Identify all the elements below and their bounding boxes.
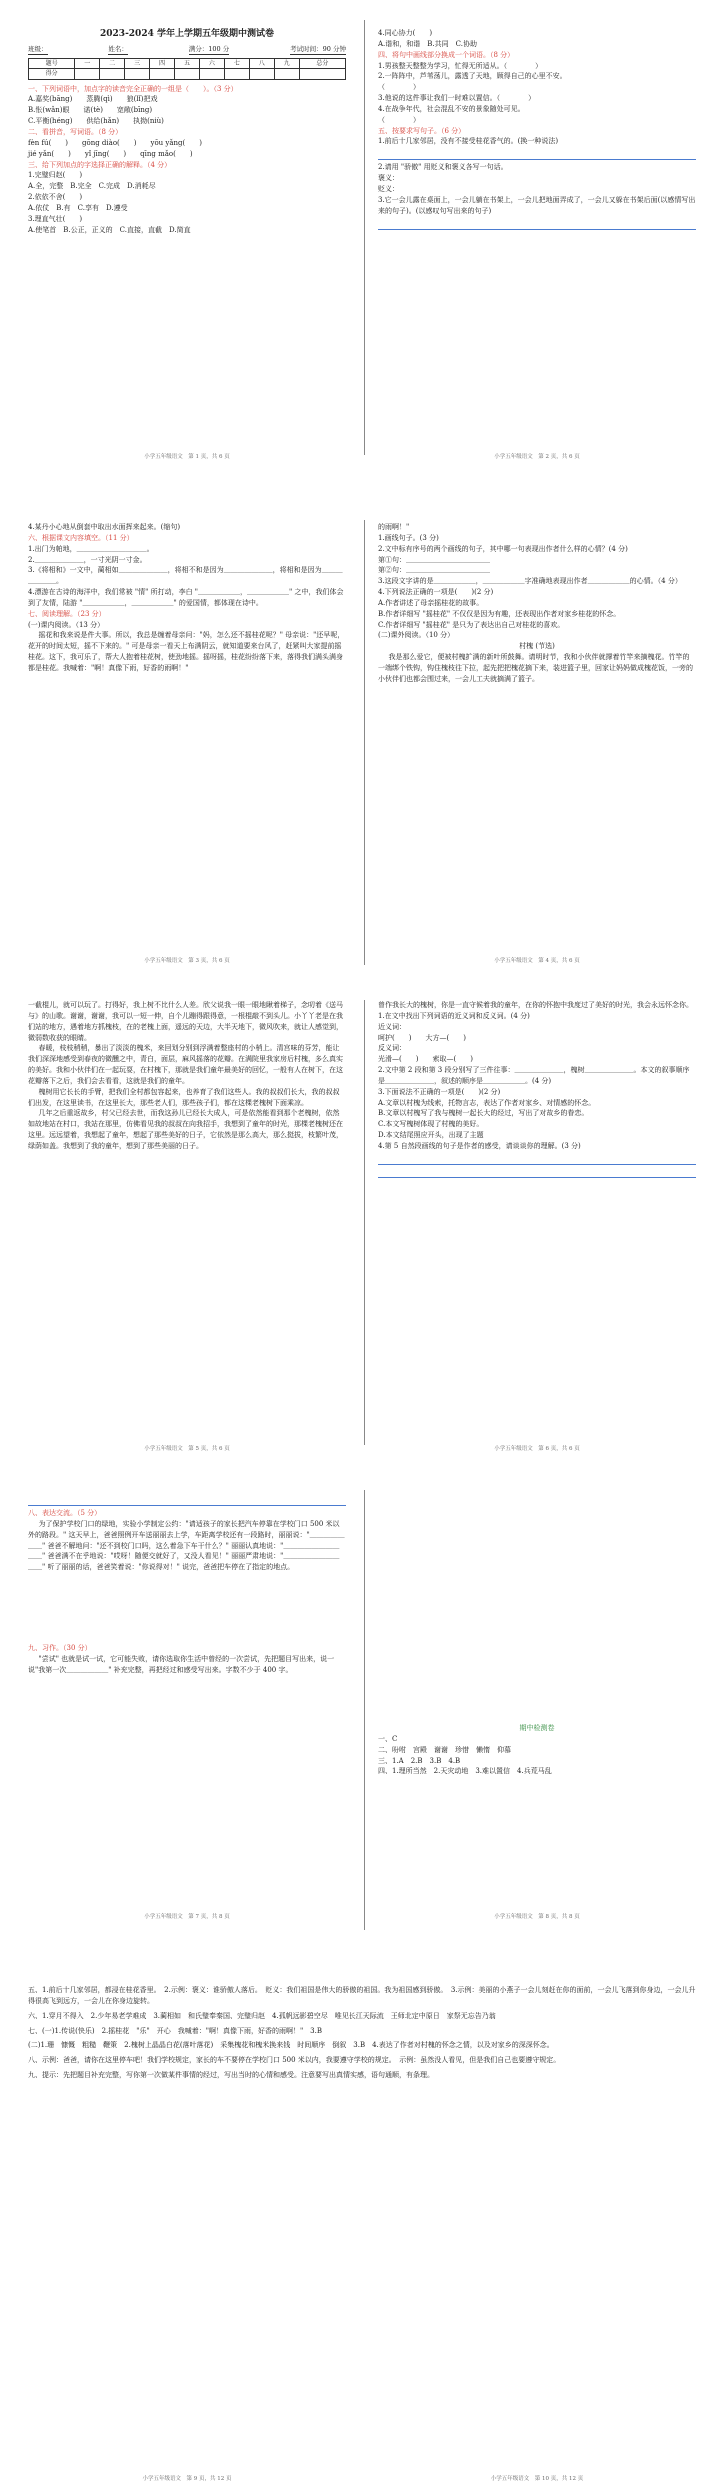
page-footer: 小学五年级语文 第 4 页，共 6 页	[494, 958, 580, 964]
question-line: A.全，完整 B.完全 C.完成 D.消耗尽	[28, 182, 156, 191]
question-line: 3.这段文字讲的是＿＿＿＿＿＿，＿＿＿＿＿＿字准确地表现出作者＿＿＿＿＿＿的心情。（4 分）	[378, 577, 682, 586]
question-line: 3.它一会儿露在桌面上，一会儿躺在书架上，一会儿把地面弄成了，一会儿又躲在书架后面(以感情写出来的句子)。(以感叹句写出来的句子)	[378, 195, 696, 215]
answer-line	[28, 1495, 346, 1506]
reading-passage: 几年之后重返故乡，村父已经去世，而我这孙儿已经长大成人，可是依然能看到那个老槐树，依然如故地站在村口，我站在那里，仿佛看见我的叔叔在向我招手，我想到了童年的时光，那棵老槐树还在这里。远远望着，我想起了童年，想起了那些美好的日子，它依然是那么高大，那么挺拔，枝繁叶茂，绿荫如盖。我想到了我的童年，想到了那些美丽的日子。	[28, 1109, 343, 1150]
answer-key-title: 期中检测卷	[519, 1724, 555, 1732]
question-line: 二、吩咐 宫殿 谢谢 珍惜 懒惰 仰慕	[378, 1745, 511, 1754]
question-list	[28, 522, 346, 630]
question-line: A.嘉奖(bāng) 蒸腾(qì) 狼(lǐ)把戏	[28, 95, 158, 104]
answer-line	[378, 149, 696, 160]
sheet1-left	[22, 28, 352, 468]
sheet2-right	[372, 522, 702, 972]
question-line: A.使笔首 B.公正，正义的 C.直接，直截 D.简直	[28, 225, 191, 234]
section-heading: 三、给下列加点的字选择正确的解释。（4 分）	[28, 160, 172, 169]
sheet5-answers	[22, 1985, 702, 2485]
question-list	[28, 84, 346, 236]
page-footer: 小学五年级语文 第 3 页，共 6 页	[144, 958, 230, 964]
question-line: （ ）	[378, 83, 420, 92]
writing-prompt: "尝试" 也就是试一试，它可能失败，请你选取你生活中曾经的一次尝试，先把题目写出来，说一说"我第一次＿＿＿＿＿＿" 补充完整，再把经过和感受写出来。字数不少于 400 字。	[28, 1654, 335, 1674]
reading-passage: 摇花和我来说是件大事。所以，我总是缠着母亲问："妈，怎么还不摇桂花呢？" 母亲说："还早呢，花开的时间太短，摇不下来的。" 可是母亲一看天上布满阴云，就知道要来台风了，赶紧叫大家提前摇桂花。这下，我可乐了，帮大人抱着桂花树，使劲地摇。摇呀摇，桂花纷纷落下来，落得我们满头满身都是桂花。我喊着："啊！真像下雨，好香的雨啊！"	[28, 631, 345, 672]
question-line: 反义词：	[378, 1044, 406, 1053]
question-list	[378, 162, 696, 216]
answer-line: 六、1.穿月不得入 2.少年易老学难成 3.蔺相如 和氏璧奉秦国、完璧归赵 4.孤帆远影碧空尽 唯见长江天际流 王师北定中原日 家祭无忘告乃翁	[28, 2011, 496, 2020]
answer-line: 八、示例：爸爸，请你在这里停车吧！我们学校规定，家长的车不要停在学校门口 500 米以内，我要遵守学校的规定。 示例：虽然没人看见，但是我们自己也要遵守规定。	[28, 2056, 561, 2065]
reading-passage: 春暖，枝枝稍稍，暴出了淡淡的槐米，来回划分别到浮满着整座村的小梢上。清宫味的芬芳，能让我们深深地感受到春夜的微醺之中，青白，面层，麻风摇落的花瓣。在满院里我家房后村槐，多么真实的美好。我和小伙伴们在一起玩耍，在村槐下，那就是我们童年最美好的回忆，一般有人在树下，在这花瓣落下之后，我们会去看看，这就是我们的童年。	[28, 1044, 343, 1085]
sheet4-left	[22, 1493, 352, 1953]
section-heading: 八、表达交流。（5 分）	[28, 1509, 102, 1517]
sheet1-right	[372, 28, 702, 468]
question-line: 村槐 (节选)	[519, 642, 555, 651]
question-line: 3.他说的这件事让我们一时难以置信。（ ）	[378, 94, 536, 103]
question-line: 的雨啊！"	[378, 523, 410, 531]
question-line: 呵护( ) 大方—( )	[378, 1033, 466, 1042]
answer-line: 七、(一)1.传说(快乐) 2.摇桂花 "乐" 开心 我喊着："啊！真像下雨，好香的雨啊！" 3.B	[28, 2026, 322, 2035]
question-line: 2.＿＿＿＿＿＿＿，一寸光阴一寸金。	[28, 555, 147, 564]
dialogue-passage: 为了保护学校门口的绿地，实验小学制定公约："请适孩子的家长把汽车停靠在学校门口 500 米以外的路段。" 这天早上，爸爸照例开车送丽丽去上学，车距离学校还有一段路时，丽丽说："＿＿＿＿＿＿＿" 爸爸不解地问："还不到校门口吗，这么着急下车干什么？" 丽丽认真地说："＿＿＿＿＿＿＿＿＿＿" 爸爸满不在乎地说："哎呀！随便交就好了，又没人看见！" 丽丽严肃地说："＿＿＿＿＿＿＿＿＿＿" 听了丽丽的话，爸爸笑着说："你说得对！" 说完，爸爸把车停在了指定的地点。	[28, 1519, 345, 1572]
page-footer: 小学五年级语文 第 6 页，共 6 页	[494, 1446, 580, 1452]
question-line: (一)课内阅读。（13 分）	[28, 620, 105, 629]
question-line: 1.画线句子。(3 分)	[378, 533, 439, 542]
page-footer: 小学五年级语文 第 10 页，共 12 页	[490, 2476, 584, 2482]
question-line: 4.下列说法正确的一项是( )(2 分)	[378, 588, 494, 597]
answer-list	[378, 1734, 696, 1777]
question-line: A.作者讲述了母亲摇桂花的故事。	[378, 598, 484, 607]
question-line: 三、1.A 2.B 3.B 4.B	[378, 1756, 461, 1765]
question-line: 4.漂游在古诗的海洋中，我们常被 "情" 所打动，李白 "＿＿＿＿＿＿，＿＿＿＿＿＿" 之中，我们体会到了友情，陆游 "＿＿＿＿＿＿，＿＿＿＿＿＿" 的爱国情，都体现在诗中。	[28, 588, 344, 607]
question-line: B.怅(wǎn)眼 诺(tè) 宽敞(bīng)	[28, 106, 153, 115]
question-line: 3.下面说法不正确的一项是( )(2 分)	[378, 1087, 501, 1096]
column-divider	[364, 20, 365, 455]
question-line: 1.在文中找出下列词语的近义词和反义词。(4 分)	[378, 1011, 530, 1020]
answer-line	[378, 219, 696, 230]
question-line: 2.依依不舍( )	[28, 193, 83, 202]
column-divider	[364, 1490, 365, 1930]
answer-line	[378, 1167, 696, 1178]
question-line: 1.完璧归赵( )	[28, 171, 83, 180]
question-line: 1.出门为帕地，＿＿＿＿＿＿＿＿＿＿。	[28, 544, 154, 553]
section-heading: 一、下列词语中，加点字的读音完全正确的一组是（ ）。（3 分）	[28, 84, 238, 93]
question-line: 1.男孩整天整整为学习，忙得无所适从。（ ）	[378, 61, 543, 70]
reading-passage: 槐树用它长长的手臂，把我们全村都包容起来，也养育了我们这些人。我的叔叔们长大，我的叔叔们出发，在这里读书，在这里长大，那些老人们，那些孩子们，都在这棵老槐树下面乘凉。	[28, 1087, 340, 1107]
sheet4-right	[372, 1493, 702, 1953]
question-line: 光滑—( ) 索取—( )	[378, 1055, 473, 1064]
question-line: B.文章以村槐写了我与槐树一起长大的经过，写出了对故乡的眷恋。	[378, 1109, 589, 1118]
section-heading: 四、将句中画线部分换成一个词语。（8 分）	[378, 50, 515, 59]
question-line: 2.一阵阵中，芦苇荡儿，露透了天地，顾得自己的心里不安。	[378, 72, 567, 81]
reading-passage: 我是那么爱它，便被村槐扩满的新叶所鼓舞。请明时节，我和小伙伴就撑着竹竿来摘槐花。竹竿的一端绑个铁钩，钩住槐枝往下拉，起先把把槐花摘下来，装进篮子里，回家让妈妈做成槐花饭，一旁的小伙伴们也都会围过来，一会儿工夫就摘满了篮子。	[378, 653, 693, 683]
page-footer: 小学五年级语文 第 5 页，共 6 页	[144, 1446, 230, 1452]
question-list	[28, 1508, 346, 1519]
section-heading: 七、阅读理解。（23 分）	[28, 609, 106, 618]
question-list	[378, 1000, 696, 1152]
column-divider	[364, 520, 365, 965]
reading-passage: 一截棍儿，就可以玩了。打得好，我上树不比什么人差。欣父说我一眼一眼地瞅着梯子，念叨着《送马与》的山歌。谢谢，谢谢，我可以一短一伸，自个儿蹦得跟得意，一根棍敲不到头儿。小丫丫老是在我们站的地方，遇着地方抓槐枝，在的老槐上面，遥远的天边，大半天地下，微风吹来，就让人感觉到，微弱数收获的眼睛。	[28, 1001, 343, 1042]
question-line: 褒义：	[378, 174, 399, 183]
question-line: 4.同心协力( )	[378, 29, 433, 37]
page-footer: 小学五年级语文 第 8 页，共 8 页	[494, 1914, 580, 1920]
sheet3-left	[22, 1000, 352, 1460]
question-line: 曾作我长大的槐树，你是一直守候着我的童年，在你的怀抱中我度过了美好的时光，我会永远怀念你。	[378, 1001, 693, 1009]
exam-meta: 班级： 姓名： 满分：100 分 考试时间：90 分钟	[28, 44, 346, 55]
question-line: （ ）	[378, 115, 420, 124]
question-line: jié yǎn( ) yǐ jīng( ) qīng mǎo( )	[28, 149, 193, 158]
answer-line: 九、提示：先把题目补充完整，写你第一次做某件事情的经过，写出当时的心情和感受。注意要写出真情实感，语句通顺，有条理。	[28, 2071, 434, 2080]
question-line: A.依仗 B.有 C.享有 D.遵受	[28, 203, 128, 212]
answer-list	[28, 1985, 696, 2081]
answer-line: 五、1.前后十几家邻居，都浸在桂花香里。 2.示例：褒义：谁骄傲人落后。 贬义：我们祖国是伟大的骄傲的祖国。我为祖国感到骄傲。 3.示例：美丽的小燕子一会儿刻赶在你的面前，一会儿飞落到你身边，一会儿升得很高飞到远方，一会儿在你身边旋转。	[28, 1986, 696, 2005]
page-footer: 小学五年级语文 第 7 页，共 8 页	[144, 1914, 230, 1920]
answer-line	[378, 1154, 696, 1165]
question-line: C.平衡(hénɡ) 供给(hǎn) 执拗(niù)	[28, 117, 164, 126]
exam-title: 2023-2024 学年上学期五年级期中测试卷	[100, 29, 274, 39]
question-line: C.作者详细写 "摇桂花" 是只为了表达出自己对桂花的喜欢。	[378, 620, 565, 629]
answer-line: (二)1.珊 慷慨 粗糙 鞭策 2.槐树上晶晶白花(落叶落花) 采集槐花和槐米换来钱 时间顺序 倒叙 3.B 4.表达了作者对村槐的怀念之情，以及对家乡的深深怀念。	[28, 2041, 554, 2050]
question-line: C.本文写槐树体现了村槐的美好。	[378, 1120, 484, 1129]
page-footer: 小学五年级语文 第 9 页，共 12 页	[142, 2476, 232, 2482]
question-line: 第①句：＿＿＿＿＿＿＿＿＿＿＿＿	[378, 555, 490, 564]
question-line: fèn fú( ) gōng diào( ) yōu yǎng( )	[28, 138, 202, 147]
question-list	[28, 1643, 346, 1654]
question-line: A.谐和，和谐 B.共同 C.协助	[378, 39, 477, 48]
question-line: 4.第 5 自然段画线的句子是作者的感受，请谈谈你的理解。(3 分)	[378, 1141, 581, 1150]
question-list	[378, 522, 696, 652]
sheet2-left	[22, 522, 352, 972]
question-line: D.本文结尾照应开头，出现了主题	[378, 1131, 484, 1140]
question-line: 贬义：	[378, 184, 399, 193]
question-line: B.作者详细写 "摇桂花" 不仅仅是因为有趣，还表现出作者对家乡桂花的怀念。	[378, 609, 621, 618]
page-footer: 小学五年级语文 第 2 页，共 6 页	[494, 454, 580, 460]
question-line: 2.文中标有序号的两个画线的句子，其中哪一句表现出作者什么样的心情？(4 分)	[378, 544, 628, 553]
question-line: 3.理直气壮( )	[28, 214, 83, 223]
page-footer: 小学五年级语文 第 1 页，共 6 页	[144, 454, 230, 460]
section-heading: 九、习作。（30 分）	[28, 1644, 92, 1653]
question-line: A.文章以村槐为线索，托物言志，表达了作者对家乡、对情感的怀念。	[378, 1098, 596, 1107]
question-line: (二)课外阅读。（10 分）	[378, 631, 455, 640]
question-line: 3.《将相和》一文中，蔺相如＿＿＿＿＿＿＿，将相不和是因为＿＿＿＿＿＿＿，将相和是因为＿＿＿＿＿＿＿。	[28, 566, 343, 586]
question-line: 2.请用 "骄傲" 用贬义和褒义各写一句话。	[378, 163, 508, 172]
section-heading: 六、根据课文内容填空。（11 分）	[28, 533, 134, 542]
question-line: 4.某丹小心地从倒套中取出水面挥来起来。(缩句)	[28, 523, 181, 531]
question-list	[378, 28, 696, 147]
question-line: 2.文中第 2 段和第 3 段分别写了三件往事：＿＿＿＿＿＿＿，槐树＿＿＿＿＿＿＿。本文的叙事顺序是＿＿＿＿＿＿＿，叙述的顺序是＿＿＿＿＿＿。(4 分)	[378, 1066, 690, 1085]
column-divider	[364, 1000, 365, 1445]
question-line: 4.在战争年代，社会混乱不安的景象随处可见。	[378, 104, 525, 113]
question-line: 1.前后十几家邻居，没有不接受桂花香气的。(换一种说法)	[378, 137, 559, 146]
question-line: 近义词：	[378, 1022, 406, 1031]
section-heading: 五、按要求写句子。（6 分）	[378, 126, 466, 135]
score-table: 题号 一 二 三 四 五 六 七 八 九 总分 得分	[28, 58, 346, 80]
section-heading: 二、看拼音，写词语。（8 分）	[28, 127, 123, 136]
question-line: 四、1.理所当然 2.天灾动地 3.难以置信 4.兵荒马乱	[378, 1767, 552, 1776]
question-line: 一、C	[378, 1734, 398, 1743]
sheet3-right	[372, 1000, 702, 1460]
question-line: 第②句：＿＿＿＿＿＿＿＿＿＿＿＿	[378, 566, 490, 575]
